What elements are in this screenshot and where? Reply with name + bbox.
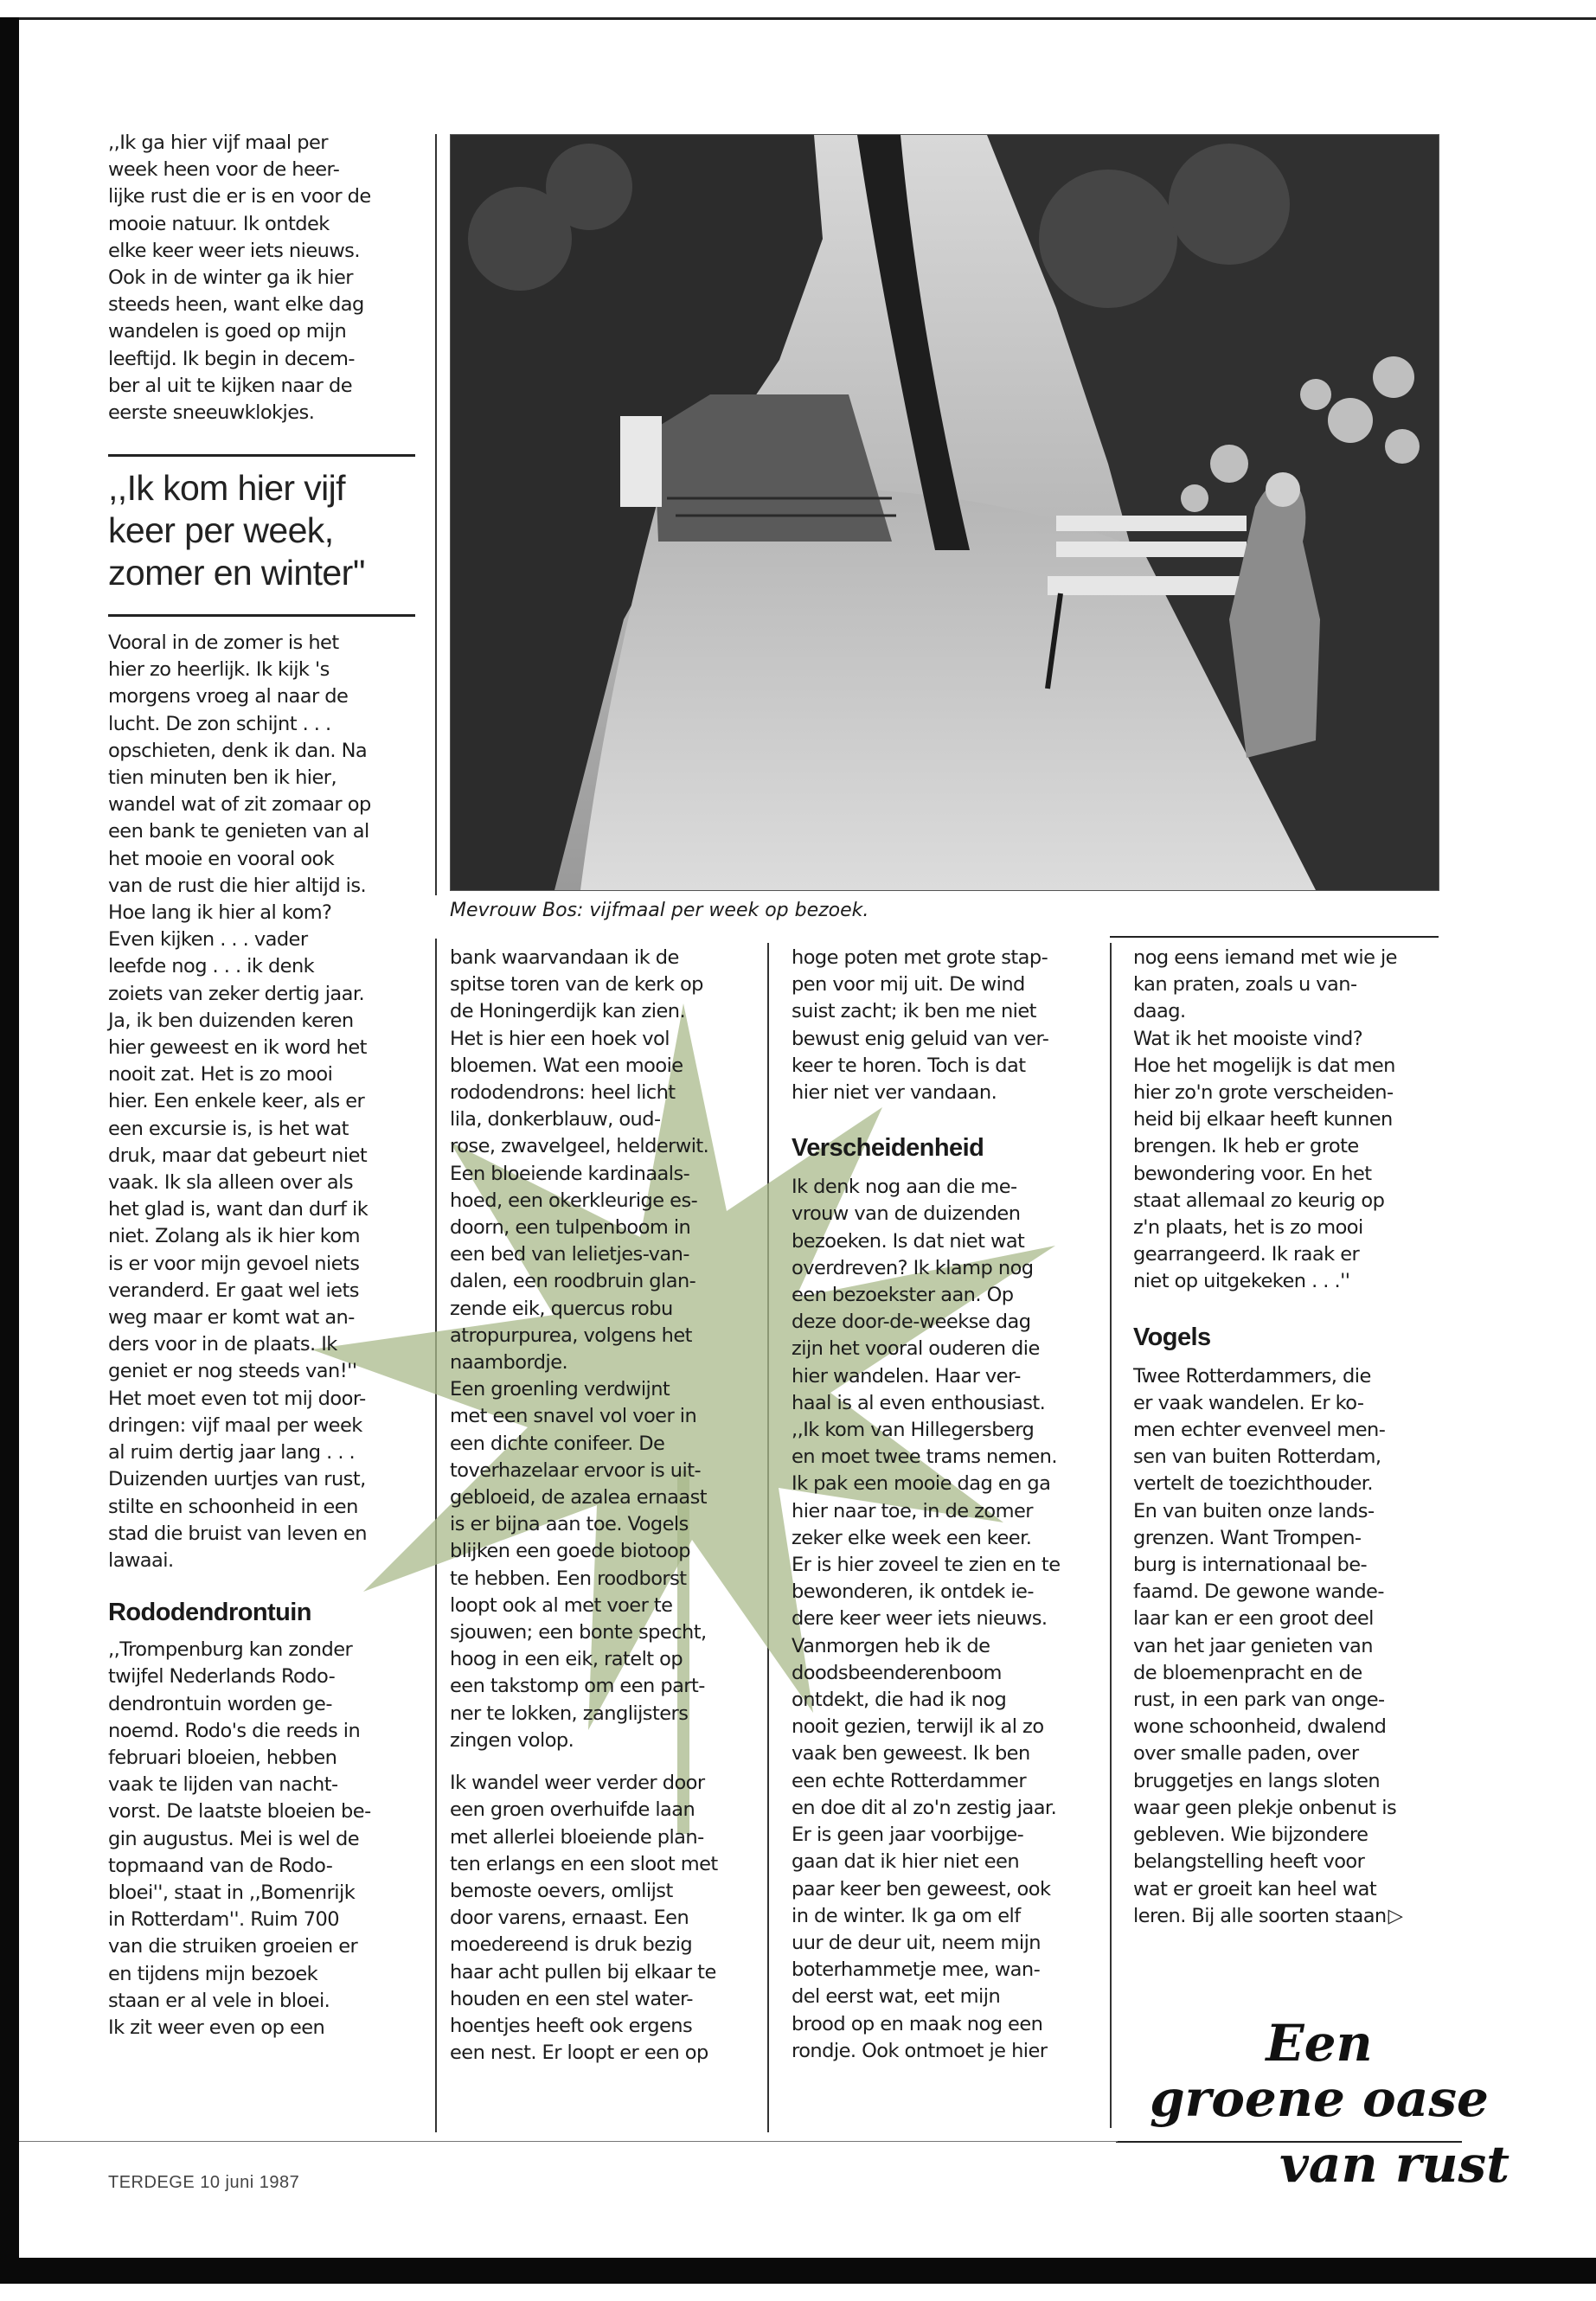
garden-photo-illustration [451,135,1439,890]
continue-arrow-icon: ▷ [1388,1904,1403,1927]
page-edge-top [19,17,1596,20]
pull-quote: ,,Ik kom hier vijf keer per week, zomer en winter'' [108,468,366,593]
column-rule-photo [435,134,437,895]
body-paragraph-1: Vooral in de zomer is het hier zo heerlijk. Ik kijk 's morgens vroeg al naar de lucht. De zon schijnt . . . opschieten, denk ik dan. Na tien minuten ben ik hier, wandel wat of zit zomaar op een bank te genieten van al het mooie en vooral ook van de rust die hier altijd is. Hoe lang ik hier al kom? Even kijken . . . vader leefde nog . . . ik denk zoiets van zeker dertig jaar. Ja, ik ben duizenden keren hier geweest en ik word het nooit zat. Het is zo mooi hier. Een enkele keer, als er een excursie is, is het wat druk, maar dat gebeurt niet vaak. Ik sla alleen over als het glad is, want dan durf ik niet. Zolang als ik hier kom is er voor mijn gevoel niets veranderd. Er gaat wel iets weg maar er komt wat an- ders voor in de plaats. Ik geniet er nog steeds van!'' Het moet even tot mij door- dringen: vijf maal per week al ruim dertig jaar lang . . . Duizenden uurtjes van rust, stilte en schoonheid in een stad die bruist van leven en lawaai. [108,631,371,1572]
pullquote-rule-bottom [108,614,415,617]
col2-paragraph-2: Ik wandel weer verder door een groen overhuifde laan met allerlei bloeiende plan- ten erlangs en een sloot met bemoste oevers, omlijst door varens, ernaast. Een moedereend is druk bezig haar acht pullen bij elkaar te houden en een stel water- hoentjes heeft ook ergens een nest. Er loopt er een op [450,1772,718,2065]
column-4 [1133,945,1445,1930]
col3-paragraph-1: hoge poten met grote stap- pen voor mij uit. De wind suist zacht; ik ben me niet bewust enig geluid van ver- keer te horen. Toch is dat hier niet ver vandaan. [792,946,1049,1105]
garden-photo [450,134,1439,891]
column-2 [450,945,761,2067]
col4-paragraph-2-text: Twee Rotterdammers, die er vaak wandelen. Er ko- men echter evenveel men- sen van buiten Rotterdam, vertelt de toezichthouder. En van buiten onze lands- grenzen. Want Trompen- burg is internationaal be- faamd. De gewone wande- laar kan er een groot deel van het jaar genieten van de bloemenpracht en de rust, in een park van onge- wone schoonheid, dwalend over smalle paden, over bruggetjes en langs sloten waar geen plekje onbenut is gebleven. Wie bijzondere belangstelling heeft voor wat er groeit kan heel wat leren. Bij alle soorten staan [1133,1364,1397,1927]
col4-paragraph-2 [1133,1365,1402,1927]
headline [1116,2016,1522,2126]
page-edge-left [0,17,19,2284]
column-3 [792,945,1103,2065]
caption-rule [1110,936,1439,938]
subhead-vogels: Vogels [1133,1323,1211,1351]
headline-line-2: groene oase [1150,2069,1489,2128]
column-rule-3 [1110,943,1112,2128]
subhead-verscheidenheid: Verscheidenheid [792,1134,984,1163]
col2-paragraph-1: bank waarvandaan ik de spitse toren van de kerk op de Honingerdijk kan zien. Het is hier een hoek vol bloemen. Wat een mooie rododendrons: heel licht lila, donkerblauw, oud- rose, zwavelgeel, helderwit. Een bloeiende kardinaals- hoed, een okerkleurige es- doorn, een tulpenboom in een bed van lelietjes-van- dalen, een roodbruin glan- zende eik, quercus robu atropurpurea, volgens het naambordje. Een groenling verdwijnt met een snavel vol voer in een dichte conifeer. De toverhazelaar ervoor is uit- gebloeid, de azalea ernaast is er bijna aan toe. Vogels blijken een goede biotoop te hebben. Een roodborst loopt ook al met voer te sjouwen; een bonte specht, hoog in een eik, ratelt op een takstomp om een part- ner te lokken, zanglijsters zingen volop. [450,946,709,1752]
footer-rule [19,2141,1118,2142]
page-edge-bottom [0,2258,1596,2284]
photo-caption: Mevrouw Bos: vijfmaal per week op bezoek. [450,900,869,921]
col3-paragraph-2: Ik denk nog aan die me- vrouw van de duizenden bezoeken. Is dat niet wat overdreven? Ik klamp nog een bezoekster aan. Op deze door-de-weekse dag zijn het vooral ouderen die hier wandelen. Haar ver- haal is al even enthousiast. ,,Ik kom van Hillegersberg en moet twee trams nemen. Ik pak een mooie dag en ga hier naar toe, in de zomer zeker elke week een keer. Er is hier zoveel te zien en te bewonderen, ik ontdek ie- dere keer weer iets nieuws. Vanmorgen heb ik de doodsbeenderenboom ontdekt, die had ik nog nooit gezien, terwijl ik al zo vaak ben geweest. Ik ben een echte Rotterdammer en doe dit al zo'n zestig jaar. Er is geen jaar voorbijge- gaan dat ik hier niet een paar keer ben geweest, ook in de winter. Ik ga om elf uur de deur uit, neem mijn boterhammetje mee, wan- del eerst wat, eet mijn brood op en maak nog een rondje. Ook ontmoet je hier [792,1176,1061,2062]
body-paragraph-2: ,,Trompenburg kan zonder twijfel Nederlands Rodo- dendrontuin worden ge- noemd. Rodo's die reeds in februari bloeien, hebben vaak te lijden van nacht- vorst. De laatste bloeien be- gin augustus. Mei is wel de topmaand van de Rodo- bloei'', staat in ,,Bomenrijk in Rotterdam''. Ruim 700 van die struiken groeien er en tijdens mijn bezoek staan er al vele in bloei. Ik zit weer even op een [108,1638,371,2039]
subhead-rododendrontuin: Rododendrontuin [108,1599,311,1627]
footer-issue: TERDEGE 10 juni 1987 [108,2173,300,2192]
column-1-body [108,630,428,2041]
col4-paragraph-1: nog eens iemand met wie je kan praten, zoals u van- daag. Wat ik het mooiste vind? Hoe het mogelijk is dat men hier zo'n grote verscheiden- heid bij elkaar heeft kunnen brengen. Ik heb er grote bewondering voor. En het staat allemaal zo keurig op z'n plaats, het is zo mooi gearrangeerd. Ik raak er niet op uitgekeken . . .'' [1133,946,1397,1293]
intro-paragraph: ,,Ik ga hier vijf maal per week heen voor de heer- lijke rust die er is en voor de mooie natuur. Ik ontdek elke keer weer iets nieuws. Ook in de winter ga ik hier steeds heen, want elke dag wandelen is goed op mijn leeftijd. Ik begin in decem- ber al uit te kijken naar de eerste sneeuwklokjes. [108,131,371,425]
column-1 [108,130,424,426]
headline-line-3: van rust [1279,2135,1509,2194]
headline-line-1: Een [1266,2014,1373,2073]
pullquote-rule-top [108,454,415,457]
